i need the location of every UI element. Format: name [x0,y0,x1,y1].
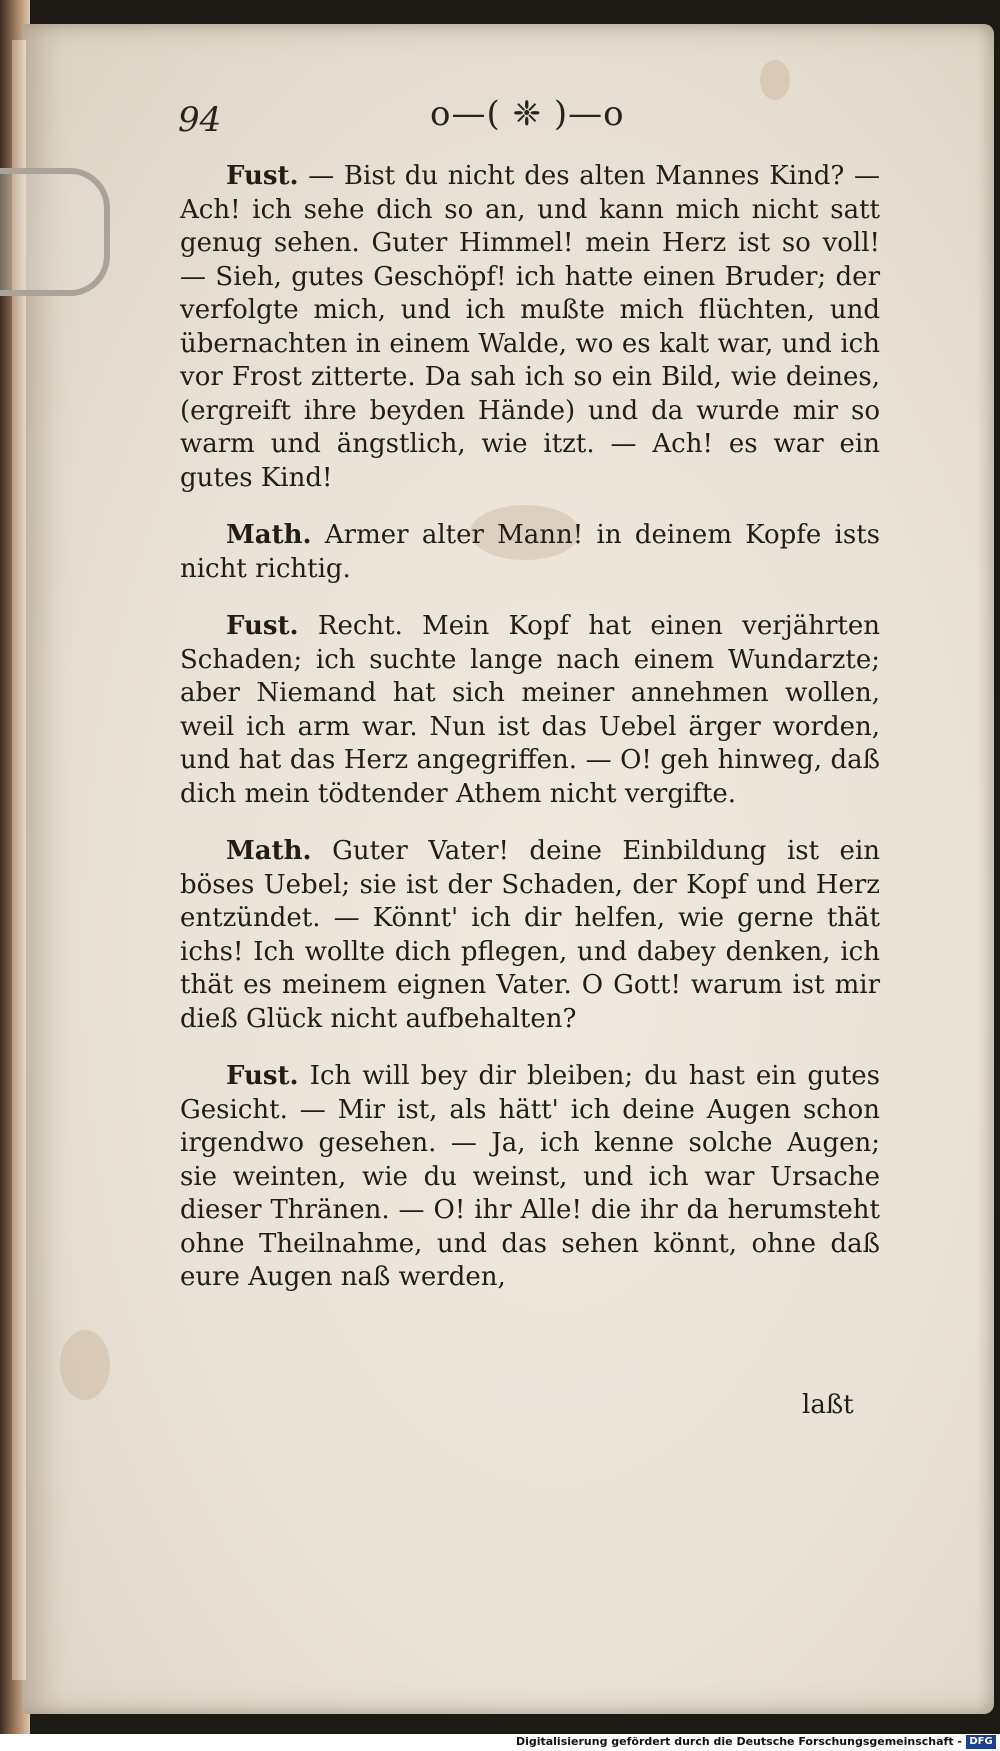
page-clip [0,168,110,296]
page-header [0,90,1000,140]
speaker-name: Math. [226,520,312,550]
speaker-name: Fust. [226,161,299,191]
dfg-logo: DFG [966,1735,996,1749]
page-number: 94 [178,100,222,140]
dialogue-text: Guter Vater! deine Einbildung ist ein böses Uebel; sie ist der Schaden, der Kopf und Herz entzündet. — Könnt' ich dir helfen, wie gerne thät ichs! Ich wollte dich pflegen, und dabey denken, ich thät es meinem eignen Vater. O Gott! warum ist mir dieß Glück nicht aufbehalten? [180,836,880,1034]
dialogue-text: Recht. Mein Kopf hat einen verjährten Schaden; ich suchte lange nach einem Wundarzte; aber Niemand hat sich meiner annehmen wollen, weil ich arm war. Nun ist das Uebel ärger worden, und hat das Herz angegriffen. — O! geh hinweg, daß dich mein tödtender Athem nicht vergifte. [180,611,880,809]
dialogue-paragraph [180,519,880,586]
speaker-name: Fust. [226,611,299,641]
dialogue-paragraph [180,160,880,495]
digitization-footer [0,1734,1000,1751]
catchword: laßt [802,1390,854,1420]
foxing-stain [60,1330,110,1400]
dialogue-text: — Bist du nicht des alten Mannes Kind? — Ach! ich sehe dich so an, und kann mich nicht satt genug sehen. Guter Himmel! mein Herz ist so voll! — Sieh, gutes Geschöpf! ich hatte einen Bruder; der verfolgte mich, und ich mußte mich flüchten, und übernachten in einem Walde, wo es kalt war, und ich vor Frost zitterte. Da sah ich so ein Bild, wie deines, (ergreift ihre beyden Hände) und da wurde mir so warm und ängstlich, wie itzt. — Ach! es war ein gutes Kind! [180,161,880,493]
dialogue-text: Armer alter Mann! in deinem Kopfe ists nicht richtig. [180,520,880,584]
dialogue-text: Ich will bey dir bleiben; du hast ein gutes Gesicht. — Mir ist, als hätt' ich deine Augen schon irgendwo gesehen. — Ja, ich kenne solche Augen; sie weinten, wie du weinst, und ich war Ursache dieser Thränen. — O! ihr Alle! die ihr da herumsteht ohne Theilnahme, und das sehen könnt, ohne daß eure Augen naß werden, [180,1061,880,1292]
header-ornament: o—( ❈ )—o [430,94,625,134]
dialogue-paragraph [180,1060,880,1295]
speaker-name: Math. [226,836,312,866]
footer-credit: Digitalisierung gefördert durch die Deutsche Forschungsgemeinschaft - [515,1735,962,1748]
speaker-name: Fust. [226,1061,299,1091]
dialogue-paragraph [180,835,880,1036]
body-text [180,160,880,1295]
dialogue-paragraph [180,610,880,811]
